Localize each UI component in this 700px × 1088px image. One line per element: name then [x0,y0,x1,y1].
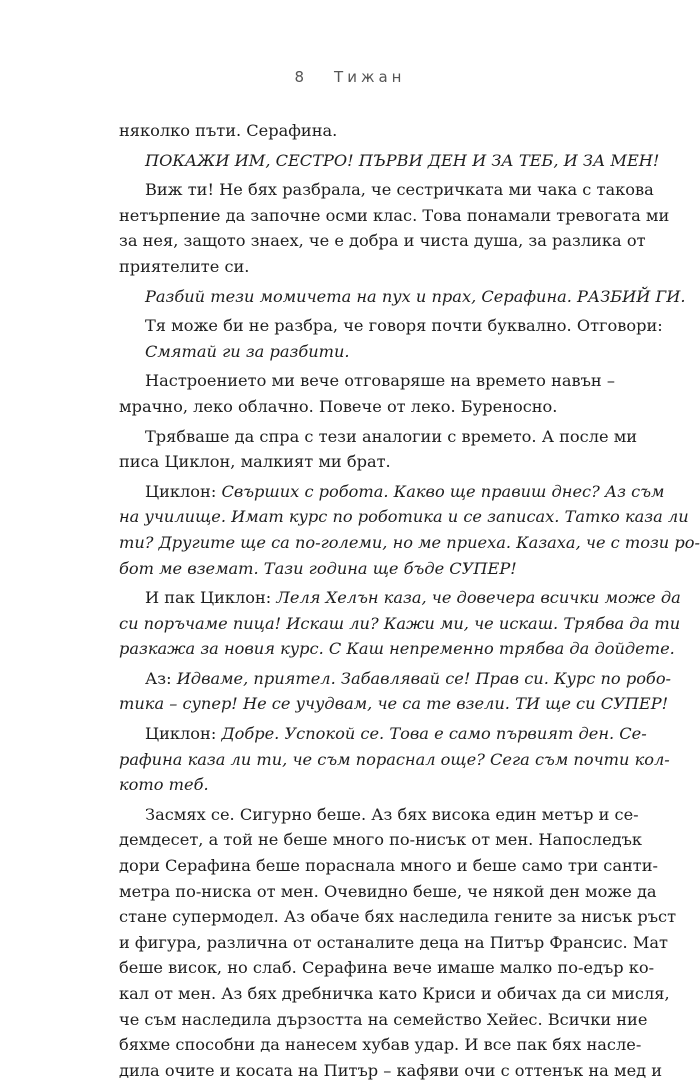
text-segment: И пак Циклон: [145,588,277,608]
text-line [119,636,675,662]
text-line [119,368,615,394]
text-line [119,721,647,747]
text-segment: за нея, защото знаех, че е добра и чиста душа, за разлика от [119,231,646,251]
text-segment: Тя може би не разбра, че говоря почти буквално. Отговори: [145,316,663,336]
text-segment: приятелите си. [119,256,250,276]
text-line [119,1007,648,1033]
text-line [119,955,655,981]
text-line [119,666,672,692]
text-line [119,1058,663,1084]
text-segment: мрачно, леко облачно. Повече от леко. Буреносно. [119,396,558,416]
text-segment: дори Серафина беше пораснала много и беше само три санти- [119,856,658,876]
text-line [119,747,670,773]
text-segment: няколко пъти. Серафина. [119,121,338,140]
italic-text-segment: тика – супер! Не се учудвам, че са те взели. ТИ ще си СУПЕР! [119,694,669,714]
text-line [119,177,654,203]
italic-text-segment: Разбий тези момичета на пух и прах, Серафина. РАЗБИЙ ГИ. [145,286,686,306]
text-segment: дила очите и косата на Питър – кафяви очи с оттенък на мед и [119,1060,663,1080]
text-segment: стане супермодел. Аз обаче бях наследила гените за нисък ръст [119,907,677,927]
page-header [0,68,700,86]
text-line [119,827,643,853]
italic-text-segment: Свърших с робота. Какво ще правиш днес? Аз съм [221,481,665,501]
text-segment: Циклон: [145,481,222,501]
italic-text-segment: бот ме вземат. Тази година ще бъде СУПЕР! [119,558,517,578]
italic-text-segment: кото теб. [119,775,209,795]
italic-text-segment: ти? Другите ще са по-големи, но ме приеха. Казаха, че с този ро- [119,532,700,552]
text-segment: демдесет, а той не беше много по-нисък от мен. Напоследък [119,830,643,850]
text-segment: че съм наследила дързостта на семейство Хейес. Всички ние [119,1009,648,1029]
text-segment: Аз: [145,668,177,688]
body-text [119,118,700,1083]
italic-text-segment: рафина каза ли ти, че съм пораснал още? Сега съм почти кол- [119,749,670,769]
text-segment: Настроението ми вече отговаряше на времето навън – [145,371,615,391]
text-segment: и фигура, различна от останалите деца на Питър Франсис. Мат [119,932,668,952]
text-segment: метра по-ниска от мен. Очевидно беше, че някой ден може да [119,881,657,901]
text-line [119,1032,642,1058]
italic-text-segment: Добре. Успокой се. Това е само първият ден. Се- [221,724,647,744]
text-segment: писа Циклон, малкият ми брат. [119,452,391,472]
text-line [119,449,615,475]
text-line [119,853,658,879]
text-line [119,313,663,339]
text-segment: Засмях се. Сигурно беше. Аз бях висока един метър и се- [145,804,639,824]
text-line [119,203,670,229]
text-segment: нетърпение да започне осми клас. Това понамали тревогата ми [119,205,670,225]
italic-text-segment: Смятай ги за разбити. [145,341,350,361]
text-line [119,530,700,556]
text-line [119,479,665,505]
italic-text-segment: разкажа за новия курс. С Каш непременно трябва да дойдете. [119,639,675,659]
italic-text-segment: си поръчаме пица! Искаш ли? Кажи ми, че искаш. Трябва да ти [119,613,681,633]
text-line [119,611,681,637]
text-line [119,339,615,365]
text-line [119,284,686,310]
text-line [119,394,615,420]
page-number: 8 [294,68,309,86]
text-line [119,254,615,280]
text-line [119,118,615,144]
italic-text-segment: Идваме, приятел. Забавлявай се! Прав си. Курс по робо- [176,668,672,688]
text-line [119,802,639,828]
text-segment: Циклон: [145,724,222,744]
text-line [119,981,670,1007]
italic-text-segment: Леля Хелън каза, че довечера всички може да [276,588,681,608]
text-line [119,228,646,254]
text-line [119,772,615,798]
text-line [119,904,677,930]
text-line [119,585,681,611]
text-segment: беше висок, но слаб. Серафина вече имаше малко по-едър ко- [119,958,655,978]
text-segment: кал от мен. Аз бях дребничка като Криси и обичах да си мисля, [119,984,670,1003]
text-segment: бяхме способни да нанесем хубав удар. И все пак бях насле- [119,1035,642,1055]
text-segment: Виж ти! Не бях разбрала, че сестричката ми чака с такова [145,180,654,200]
text-line [119,148,660,174]
text-line [119,556,615,582]
running-title-author: Тижан [334,68,406,86]
text-line [119,691,669,717]
text-line [119,504,689,530]
text-line [119,879,657,905]
text-line [119,424,638,450]
italic-text-segment: на училище. Имат курс по роботика и се записах. Татко каза ли [119,507,689,527]
italic-text-segment: ПОКАЖИ ИМ, СЕСТРО! ПЪРВИ ДЕН И ЗА ТЕБ, И ЗА МЕН! [145,150,660,170]
text-line [119,930,668,956]
text-segment: Трябваше да спра с тези аналогии с времето. А после ми [145,426,638,446]
